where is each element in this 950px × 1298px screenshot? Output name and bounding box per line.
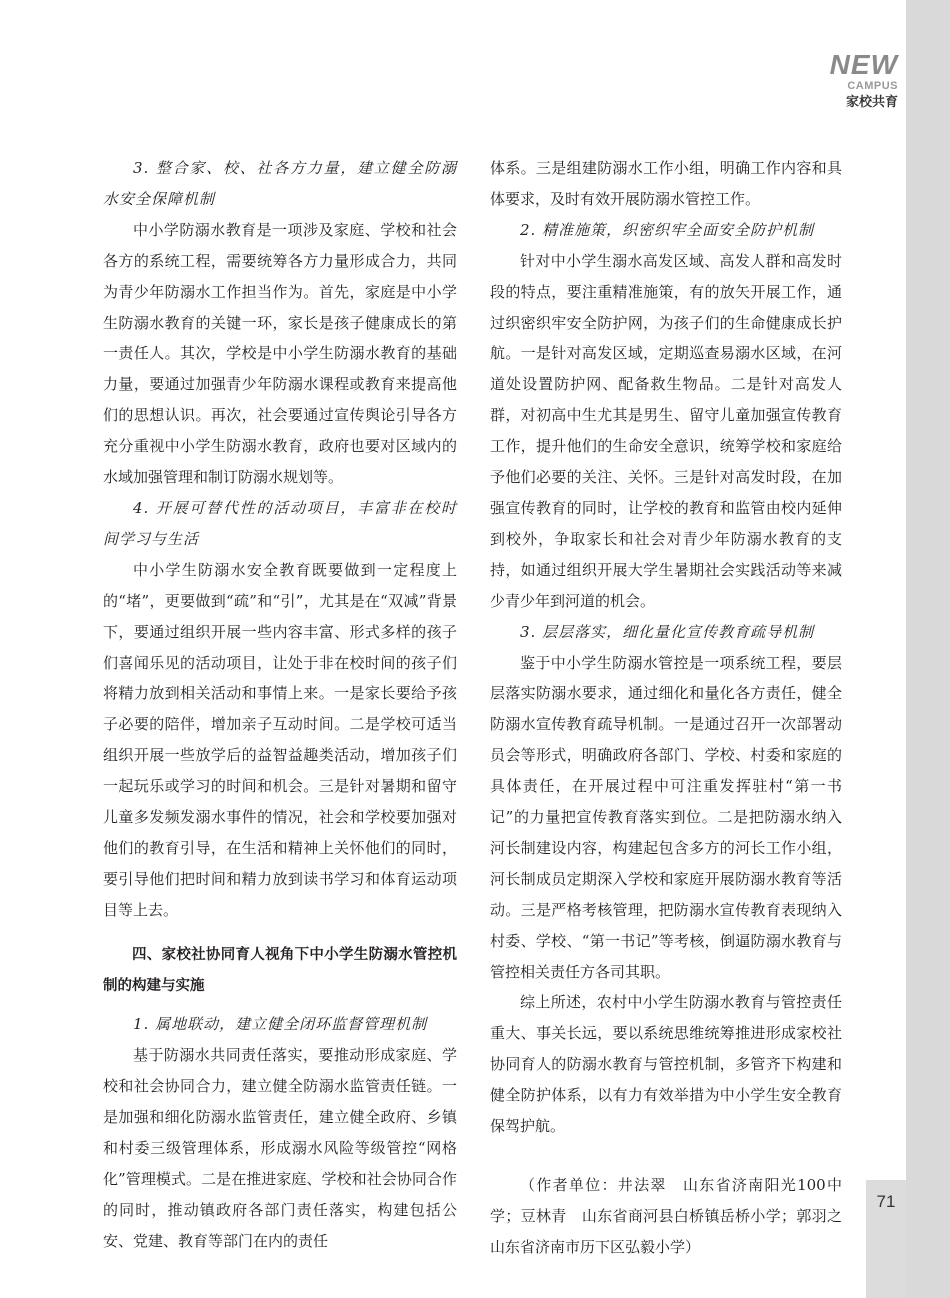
paragraph: 针对中小学生溺水高发区域、高发人群和高发时段的特点，要注重精准施策，有的放矢开展工作，通过织密织牢安全防护网，为孩子们的生命健康成长护航。一是针对高发区域，定期巡查易溺水区域，在河道处设置防护网、配备救生物品。二是针对高发人群，对初高中生尤其是男生、留守儿童加强宣传教育工作，提升他们的生命安全意识，统筹学校和家庭给予他们必要的关注、关怀。三是针对高发时段，在加强宣传教育的同时，让学校的教育和监管由校内延伸到校外，争取家长和社会对青少年防溺水教育的支持，如通过组织开展大学生暑期社会实践活动等来减少青少年到河道的机会。	[490, 251, 842, 610]
brand-new-text: NEW	[829, 49, 898, 80]
page-number: 71	[876, 1192, 896, 1211]
paragraph-continued: 体系。三是组建防溺水工作小组，明确工作内容和具体要求，及时有效开展防溺水管控工作。	[490, 159, 842, 208]
left-column	[103, 153, 457, 1257]
subheading-1: 1. 属地联动，建立健全闭环监督管理机制	[133, 1015, 428, 1034]
paragraph: 鉴于中小学生防溺水管控是一项系统工程，要层层落实防溺水要求，通过细化和量化各方责任，健全防溺水宣传教育疏导机制。一是通过召开一次部署动员会等形式，明确政府各部门、学校、村委和家庭的具体责任，在开展过程中可注重发挥驻村“第一书记”的力量把宣传教育落实到位。二是把防溺水纳入河长制建设内容，构建起包含多方的河长工作小组，河长制成员定期深入学校和家庭开展防溺水教育等活动。三是严格考核管理，把防溺水宣传教育表现纳入村委、学校、“第一书记”等考核，倒逼防溺水教育与管控相关责任方各司其职。	[490, 653, 842, 981]
subheading-4: 4. 开展可替代性的活动项目，丰富非在校时间学习与生活	[103, 498, 457, 548]
subheading-3-right: 3. 层层落实，细化量化宣传教育疏导机制	[520, 622, 815, 641]
subheading-3-left: 3. 整合家、校、社各方力量，建立健全防溺水安全保障机制	[103, 159, 457, 208]
magazine-brand	[830, 50, 898, 113]
paragraph: 基于防溺水共同责任落实，要推动形成家庭、学校和社会协同合力，建立健全防溺水监管责任链。一是加强和细化防溺水监管责任，建立健全政府、乡镇和村委三级管理体系，形成溺水风险等级管控“网格化”管理模式。二是在推进家庭、学校和社会协同合作的同时，推动镇政府各部门责任落实，构建包括公安、党建、教育等部门在内的责任	[103, 1046, 457, 1250]
page-number-box	[866, 1180, 906, 1298]
section-heading: 四、家校社协同育人视角下中小学生防溺水管控机制的构建与实施	[103, 946, 457, 994]
section-label: 家校共育	[845, 95, 898, 110]
subheading-2: 2. 精准施策，织密织牢全面安全防护机制	[520, 220, 815, 239]
author-affiliation: （作者单位：井法翠 山东省济南阳光100中学；豆林青 山东省商河县白桥镇岳桥小学；郭羽之 山东省济南市历下区弘毅小学）	[490, 1176, 858, 1256]
paragraph: 中小学防溺水教育是一项涉及家庭、学校和社会各方的系统工程，需要统筹各方力量形成合力，共同为青少年防溺水工作担当作为。首先，家庭是中小学生防溺水教育的关键一环，家长是孩子健康成长的第一责任人。其次，学校是中小学生防溺水教育的基础力量，要通过加强青少年防溺水课程或教育来提高他们的思想认识。再次，社会要通过宣传舆论引导各方充分重视中小学生防溺水教育，政府也要对区域内的水域加强管理和制订防溺水规划等。	[103, 220, 457, 487]
right-column	[490, 153, 858, 1263]
paragraph: 中小学生防溺水安全教育既要做到一定程度上的“堵”，更要做到“疏”和“引”，尤其是在“双减”背景下，要通过组织开展一些内容丰富、形式多样的孩子们喜闻乐见的活动项目，让处于非在校时间的孩子们将精力放到相关活动和事情上来。一是家长要给予孩子必要的陪伴，增加亲子互动时间。二是学校可适当组织开展一些放学后的益智益趣类活动，增加孩子们一起玩乐或学习的时间和机会。三是针对暑期和留守儿童多发频发溺水事件的情况，社会和学校要加强对他们的教育引导，在生活和精神上关怀他们的同时，要引导他们把时间和精力放到读书学习和体育运动项目等上去。	[103, 560, 457, 919]
conclusion-paragraph: 综上所述，农村中小学生防溺水教育与管控责任重大、事关长远，要以系统思维统筹推进形成家校社协同育人的防溺水教育与管控机制，多管齐下构建和健全防护体系，以有力有效举措为中小学生安全教育保驾护航。	[490, 993, 842, 1136]
right-margin-strip	[906, 0, 950, 1298]
brand-campus-text: CAMPUS	[847, 80, 898, 92]
